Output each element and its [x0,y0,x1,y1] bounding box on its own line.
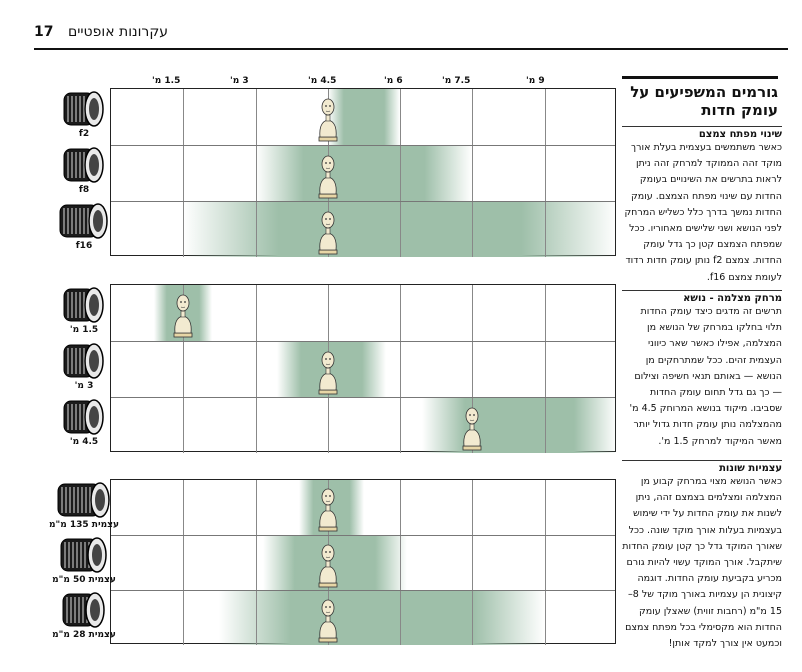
grid-line [256,285,257,341]
section-heading: עצמיות שונות [719,463,782,474]
distance-tick: 6 מ' [384,76,403,86]
grid-line [545,342,546,397]
section-heading: מרחק מצלמה - נושא [683,293,782,304]
section-lenses [622,460,782,652]
header-rule [34,48,788,50]
distance-tick: 4.5 מ' [308,76,337,86]
grid-line [183,398,184,453]
lens-label: f8 [78,185,90,195]
subject-bust [316,539,340,589]
grid-row [111,201,615,257]
lens-label: f2 [78,129,90,139]
grid-line [400,480,401,535]
grid-line [256,536,257,590]
subject-bust [316,483,340,533]
sharp-zone [219,591,544,645]
grid-row [111,341,615,397]
grid-line [256,480,257,535]
sharp-zone [256,146,473,201]
grid-line [183,342,184,397]
sharp-zone [422,398,617,453]
grid-line [472,89,473,145]
grid-line [400,146,401,201]
lens-label: f16 [75,241,93,251]
grid-line [256,89,257,145]
distance-panel [110,284,616,452]
grid-line [183,202,184,257]
grid-line [472,480,473,535]
main-title: גורמים המשפיעים על עומק חדות [622,76,778,119]
grid-line [400,285,401,341]
grid-line [400,591,401,645]
lens-label: 1.5 מ' [69,325,99,335]
lens-icon [52,591,116,640]
section-body: כאשר הנושא מצוי במרחק קבוע מן המצלמה ומצלמים בצמצם זהה, ניתן לשנות את עומק החדות על ידי שימוש בעצמיות בעלות אורך מוקד שונה. ככל שאורך המוקד גדל כך קטן עומק החדות שיתקבל. אורך המוקד עשוי להיות גורם מכריע בקביעת עומק החדות. דוגמה קיצונית הן עצמיות באורך מוקד של 8–15 מ"מ (רחבות זווית) שאצלן עומק החדות הוא מקסימלי בכל מפתח צמצם וכמעט אין צורך למקד אותן! [622,476,782,650]
subject-bust [460,402,484,452]
grid-line [545,591,546,645]
section-body: תרשים זה מדגים כיצד עומק החדות תלוי בחלקו במרחק של הנושא מן המצלמה, אפילו כאשר שאר כיווני העצמית זהים. ככל שמתרחקים מן הנושא — באותם תנאי חשיפה וצילום — כך גם גדל תחום עומק החדות שסביבו. מיקוד בנושא המרוחק 4.5 מ' מהמצלמה נותן עומק חדות גדול יותר מאשר המיקוד למרחק 1.5 מ'. [629,306,782,447]
subject-bust [316,346,340,396]
grid-line [400,89,401,145]
lens-label: עצמית 28 מ"מ [52,630,116,640]
grid-line [545,285,546,341]
page-number: 17 [34,24,54,40]
grid-line [545,398,546,453]
grid-line [183,146,184,201]
aperture-panel [110,88,616,256]
subject-bust [316,150,340,200]
grid-line [545,146,546,201]
lens-label: עצמית 135 מ"מ [49,520,119,530]
lens-icon [62,146,106,195]
grid-line [472,285,473,341]
grid-line [183,480,184,535]
subject-bust [316,594,340,644]
lens-label: עצמית 50 מ"מ [52,575,116,585]
grid-row [111,285,615,341]
grid-row [111,590,615,645]
grid-line [328,285,329,341]
subject-bust [171,289,195,339]
grid-line [472,202,473,257]
section-distance [622,290,782,450]
lens-label: 4.5 מ' [69,437,99,447]
grid-line [256,591,257,645]
grid-line [328,398,329,453]
grid-line [472,591,473,645]
grid-line [400,342,401,397]
grid-line [256,202,257,257]
subject-bust [316,93,340,143]
grid-row [111,89,615,145]
grid-line [400,202,401,257]
grid-row [111,397,615,453]
grid-line [183,591,184,645]
section-aperture [622,126,782,286]
section-heading: שינוי מפתח צמצם [698,129,782,140]
lens-icon [52,536,116,585]
lens-label: 3 מ' [74,381,94,391]
distance-tick: 9 מ' [526,76,545,86]
grid-row [111,480,615,535]
grid-line [545,480,546,535]
lens-icon [62,342,106,391]
distance-tick: 3 מ' [230,76,249,86]
distance-tick: 1.5 מ' [152,76,181,86]
grid-line [400,536,401,590]
grid-line [472,342,473,397]
grid-line [183,536,184,590]
grid-line [400,398,401,453]
grid-line [472,146,473,201]
distance-tick: 7.5 מ' [442,76,471,86]
running-title: עקרונות אופטיים [68,24,169,40]
grid-line [256,146,257,201]
focal-length-panel [110,479,616,644]
grid-line [183,89,184,145]
grid-line [256,398,257,453]
grid-line [545,202,546,257]
section-body: כאשר משתמשים בעצמית בעלת אורך מוקד זהה הממוקד למרחק זהה ניתן לראות בתרשים את השינויים בעומק החדות עם שינוי מפתח הצמצם. עומק החדות נמשך בדרך כלל כשליש המרחק לפני הנושא ושני שלישים מאחוריו. ככל שמפתח הצמצם קטן כך גדל עומק החדות. צמצם f2 נותן עומק חדות רדוד לעומת צמצם f16. [624,142,782,283]
grid-line [256,342,257,397]
grid-line [545,536,546,590]
grid-line [545,89,546,145]
lens-icon [58,202,110,251]
lens-icon [49,481,119,530]
lens-icon [62,286,106,335]
lens-icon [62,90,106,139]
grid-line [472,536,473,590]
grid-row [111,535,615,590]
grid-row [111,145,615,201]
lens-icon [62,398,106,447]
subject-bust [316,206,340,256]
